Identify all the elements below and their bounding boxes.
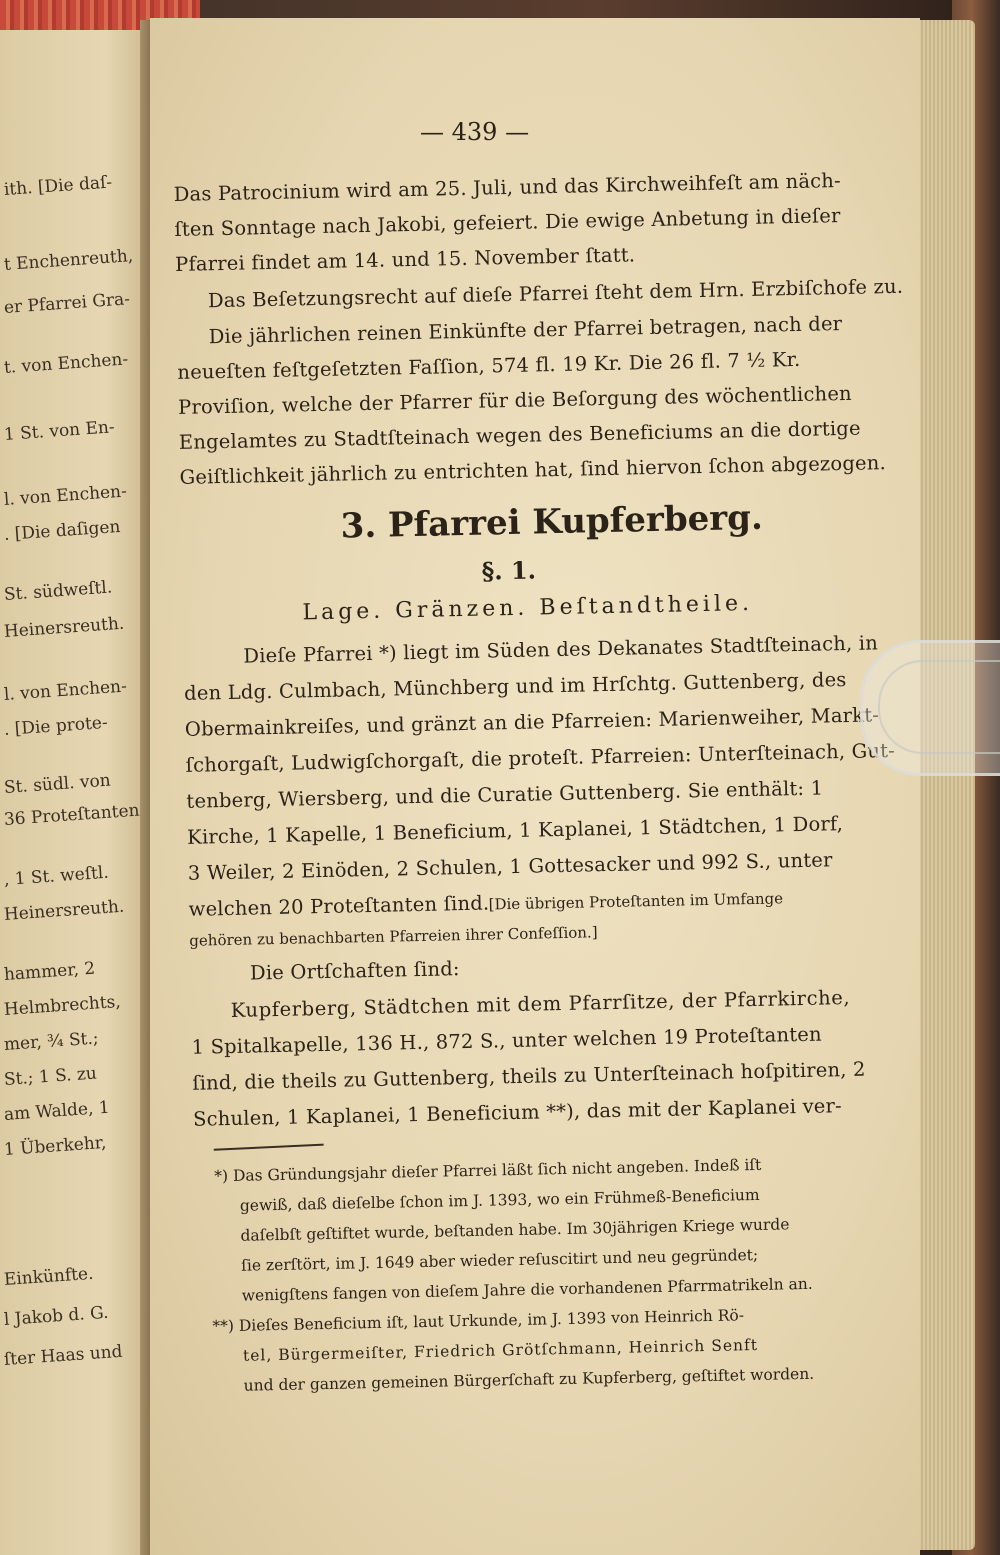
footnote-line: **) Dieſes Beneficium iſt, laut Urkunde, im J. 1393 von Heinrich Rö- xyxy=(212,1306,745,1336)
text-line: Pfarrei findet am 14. und 15. November ſtatt. xyxy=(174,243,636,276)
page-number: — 439 — xyxy=(420,118,530,146)
text-line: Geiſtlichkeit jährlich zu entrichten hat, ſind hiervon ſchon abgezogen. xyxy=(179,451,887,489)
paragraph-mark: §. 1. xyxy=(481,555,537,586)
left-page-line: ith. [Die daſ- xyxy=(3,172,113,200)
left-page-line: , 1 St. weſtl. xyxy=(3,862,110,890)
text-line: Kupferberg, Städtchen mit dem Pfarrſitze, der Pfarrkirche, xyxy=(230,985,851,1022)
text-line: 3 Weiler, 2 Einöden, 2 Schulen, 1 Gottesacker und 992 S., unter xyxy=(187,848,833,885)
right-page xyxy=(150,18,920,1555)
bracket-note: gehören zu benachbarten Pfarreien ihrer Confeſſion.] xyxy=(189,923,598,950)
text-line: Schulen, 1 Kaplanei, 1 Beneficium **), das mit der Kaplanei ver- xyxy=(192,1094,843,1131)
left-page-line: Heinersreuth. xyxy=(3,613,125,642)
left-page-line: t Enchenreuth, xyxy=(3,245,134,275)
text-line: tenberg, Wiersberg, und die Curatie Guttenberg. Sie enthält: 1 xyxy=(186,776,824,813)
left-page-line: 1 Überkehr, xyxy=(3,1132,108,1160)
left-page-line: er Pfarrei Gra- xyxy=(3,289,131,318)
left-page-line: Heinersreuth. xyxy=(3,896,125,925)
left-page-line: t. von Enchen- xyxy=(3,349,129,378)
left-page-line: l Jakob d. G. xyxy=(3,1302,110,1330)
text-line: Engelamtes zu Stadtſteinach wegen des Beneficiums an die dortige xyxy=(178,416,861,454)
left-page-line: . [Die daſigen xyxy=(3,516,122,545)
text-line: ſten Sonntage nach Jakobi, gefeiert. Die ewige Anbetung in dieſer xyxy=(174,204,841,241)
text-line: Kirche, 1 Kapelle, 1 Beneficium, 1 Kaplanei, 1 Städtchen, 1 Dorf, xyxy=(186,812,844,849)
footnote-line: wenigſtens fangen von dieſem Jahre die vorhandenen Pfarrmatrikeln an. xyxy=(241,1274,813,1305)
section-heading: 3. Pfarrei Kupferberg. xyxy=(340,497,764,547)
footnote-line: *) Das Gründungsjahr dieſer Pfarrei läßt ſich nicht angeben. Indeß iſt xyxy=(214,1155,762,1186)
left-page-line: Einkünfte. xyxy=(3,1263,95,1290)
footnote-line: gewiß, daß dieſelbe ſchon im J. 1393, wo ein Frühmeß-Beneficium xyxy=(239,1185,760,1215)
text-line: Obermainkreiſes, und gränzt an die Pfarreien: Marienweiher, Markt- xyxy=(184,703,880,741)
subheading: Lage. Gränzen. Beſtandtheile. xyxy=(302,590,754,626)
page-clip-inner xyxy=(878,660,1000,754)
left-page-line: . [Die prote- xyxy=(3,712,109,740)
text-line: ſchorgaſt, Ludwigſchorgaſt, die proteſt. Pfarreien: Unterſteinach, Gut- xyxy=(185,738,896,777)
text-line: den Ldg. Culmbach, Münchberg und im Hrſchtg. Guttenberg, des xyxy=(183,667,847,705)
left-page-line: ſter Haas und xyxy=(3,1341,124,1370)
footnote-line: daſelbſt geſtiftet wurde, beſtanden habe. Im 30jährigen Kriege wurde xyxy=(240,1215,790,1245)
text-line: Die Ortſchaften ſind: xyxy=(249,957,460,985)
left-page-line: mer, ¾ St.; xyxy=(3,1028,100,1055)
left-page-line: Helmbrechts, xyxy=(3,991,122,1020)
footnote-line: tel, Bürgermeiſter, Friedrich Grötſchmann, Heinrich Senft xyxy=(242,1335,759,1365)
footnote-divider xyxy=(214,1144,324,1151)
left-page-line: St. südweſtl. xyxy=(3,577,113,605)
bracket-note: [Die übrigen Proteſtanten im Umfange xyxy=(488,889,784,914)
left-page-line: l. von Enchen- xyxy=(3,676,128,705)
text-line: Dieſe Pfarrei *) liegt im Süden des Dekanates Stadtſteinach, in xyxy=(243,631,879,668)
text-line: welchen 20 Proteſtanten ſind. xyxy=(188,891,490,921)
footnote-line: und der ganzen gemeinen Bürgerſchaft zu Kupferberg, geſtiftet worden. xyxy=(243,1364,815,1395)
footnote-line: ſie zerſtört, im J. 1649 aber wieder reſuscitirt und neu gegründet; xyxy=(240,1245,759,1275)
left-page-line: 1 St. von En- xyxy=(3,417,116,445)
text-line: ſind, die theils zu Guttenberg, theils zu Unterſteinach hoſpitiren, 2 xyxy=(192,1057,866,1095)
text-line: 1 Spitalkapelle, 136 H., 872 S., unter welchen 19 Proteſtanten xyxy=(191,1022,823,1059)
left-page-line: l. von Enchen- xyxy=(3,481,128,510)
left-page-line: St.; 1 S. zu xyxy=(3,1063,98,1090)
left-page-line: 36 Proteſtanten xyxy=(3,800,141,830)
text-line: Proviſion, welche der Pfarrer für die Beſorgung des wöchentlichen xyxy=(177,381,853,419)
left-page-line: am Walde, 1 xyxy=(3,1097,111,1125)
text-line: Das Patrocinium wird am 25. Juli, und das Kirchweihfeſt am näch- xyxy=(173,168,842,206)
text-line: neueſten feſtgeſetzten Faſſion, 574 fl. 19 Kr. Die 26 fl. 7 ½ Kr. xyxy=(177,347,801,384)
left-page xyxy=(0,30,150,1555)
text-line: Die jährlichen reinen Einkünfte der Pfarrei betragen, nach der xyxy=(208,311,843,349)
left-page-line: hammer, 2 xyxy=(3,958,96,985)
text-line: Das Beſetzungsrecht auf dieſe Pfarrei ſteht dem Hrn. Erzbiſchofe zu. xyxy=(207,274,904,313)
left-page-line: St. südl. von xyxy=(3,770,112,798)
